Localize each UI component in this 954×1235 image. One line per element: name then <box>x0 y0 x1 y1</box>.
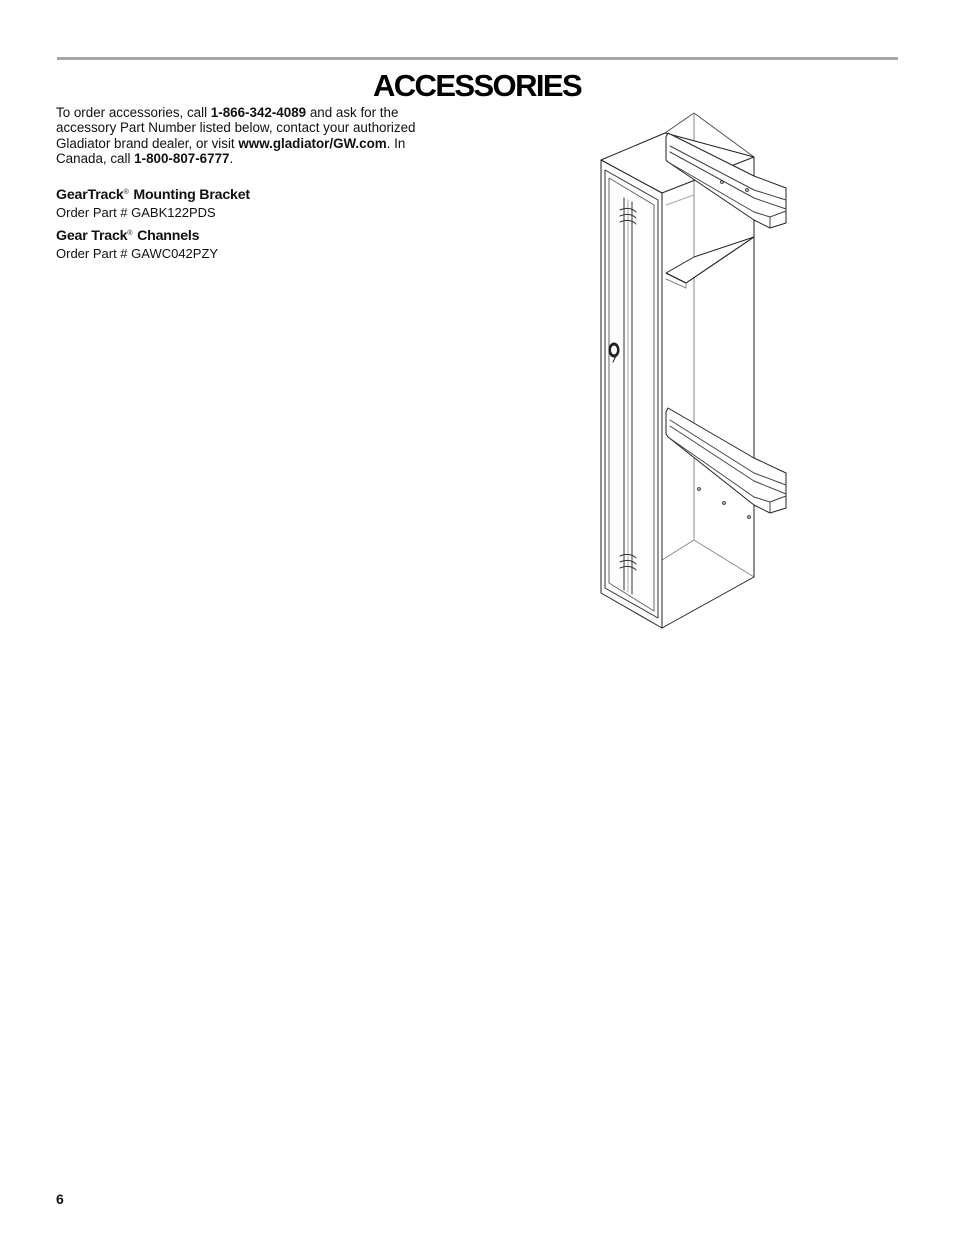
accessory-brand: Gear Track <box>56 228 128 244</box>
us-phone-number: 1-866-342-4089 <box>210 105 307 120</box>
intro-paragraph <box>56 105 456 167</box>
locker-with-geartrack-illustration-icon <box>596 108 796 633</box>
registered-mark: ® <box>123 189 129 196</box>
accessory-brand: GearTrack <box>56 187 124 203</box>
page-title: ACCESSORIES <box>372 68 582 103</box>
website-address: www.gladiator/GW.com <box>238 135 387 151</box>
intro-text: To order accessories, call <box>56 105 211 120</box>
top-rule <box>57 57 898 60</box>
accessory-name: Mounting Bracket <box>129 187 250 203</box>
page-number: 6 <box>56 1191 64 1207</box>
intro-text: . <box>229 151 234 167</box>
intro-text: . In Canada, call <box>56 135 406 167</box>
accessory-heading <box>56 225 476 245</box>
registered-mark: ® <box>127 230 133 237</box>
accessory-name: Channels <box>133 228 200 244</box>
accessory-mounting-bracket <box>56 184 476 220</box>
order-part-number: Order Part # GAWC042PZY <box>56 246 219 261</box>
intro-text: and ask for the accessory Part Number listed below, contact your authorized Gladiator brand dealer, or visit <box>56 105 416 151</box>
order-part-number: Order Part # GABK122PDS <box>56 205 216 220</box>
accessory-channels <box>56 225 476 261</box>
canada-phone-number: 1-800-807-6777 <box>134 151 230 167</box>
accessory-heading <box>56 184 476 204</box>
